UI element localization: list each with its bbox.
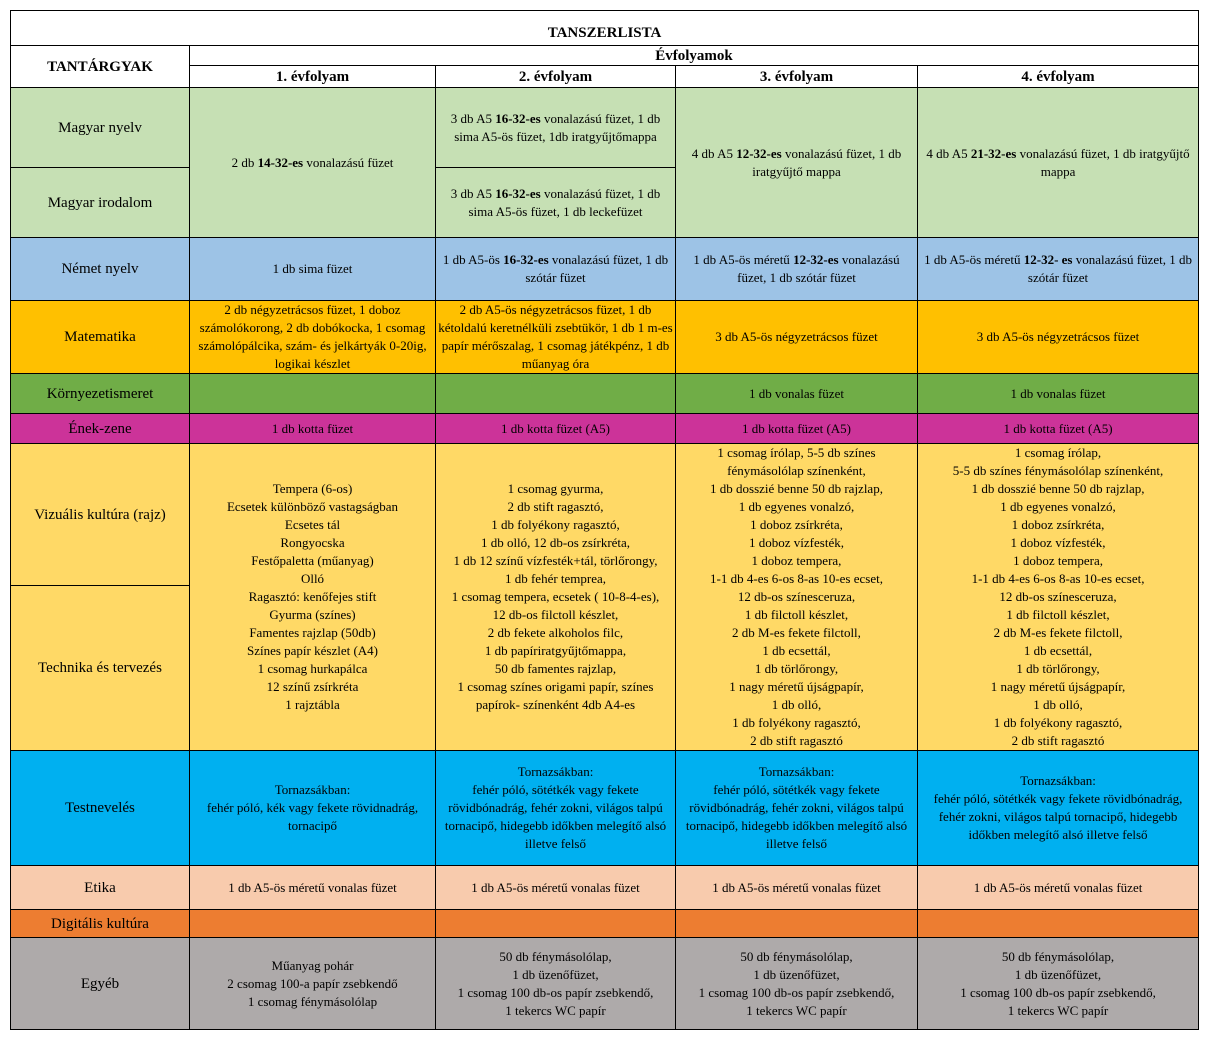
- nemet-grade-2: 1 db A5-ös 16-32-es vonalazású füzet, 1 db szótár füzet: [436, 238, 676, 301]
- list-item: 2 db fekete alkoholos filc,: [487, 625, 624, 640]
- list-item: Ragasztó: kenőfejes stift: [248, 589, 377, 604]
- list-item: 50 db fénymásolólap,: [499, 948, 612, 964]
- nemet-grade-1: 1 db sima füzet: [190, 238, 436, 301]
- list-item: 1 nagy méretű újságpapír,: [729, 679, 864, 694]
- grade-2-header: 2. évfolyam: [436, 66, 676, 88]
- matematika-grade-1: 2 db négyzetrácsos füzet, 1 doboz számolókorong, 2 db dobókocka, 1 csomag számolópálcika, szám- és jelkártyák 0-20ig, logikai készlet: [190, 301, 436, 374]
- nemet-grade-4: 1 db A5-ös méretű 12-32- es vonalazású füzet, 1 db szótár füzet: [918, 238, 1199, 301]
- list-item: 50 db famentes rajzlap,: [494, 661, 617, 676]
- subject-digitalis: Digitális kultúra: [11, 910, 190, 938]
- list-item: 1 nagy méretű újságpapír,: [990, 679, 1126, 694]
- magyar-grade-1: 2 db 14-32-es vonalazású füzet: [190, 88, 436, 238]
- vizualis-grade-1: [190, 444, 436, 751]
- list-item: 1 db üzenőfüzet,: [1014, 966, 1102, 982]
- vizualis-grade-4: [918, 444, 1199, 751]
- magyar-grade-4: 4 db A5 21-32-es vonalazású füzet, 1 db iratgyűjtő mappa: [918, 88, 1199, 238]
- subject-matematika: Matematika: [11, 301, 190, 374]
- list-item: 12 db-os színesceruza,: [999, 589, 1117, 604]
- matematika-grade-4: 3 db A5-ös négyzetrácsos füzet: [918, 301, 1199, 374]
- list-item: 1 db papíriratgyűjtőmappa,: [484, 643, 627, 658]
- list-item: 2 db M-es fekete filctoll,: [732, 625, 861, 640]
- list-item: 1 doboz vízfesték,: [749, 535, 844, 550]
- subject-enek: Ének-zene: [11, 414, 190, 444]
- nemet-grade-3: 1 db A5-ös méretű 12-32-es vonalazású füzet, 1 db szótár füzet: [676, 238, 918, 301]
- list-item: 1 doboz zsírkréta,: [1011, 517, 1105, 532]
- list-item: 1 db olló,: [771, 697, 822, 712]
- list-item: 1 doboz tempera,: [1013, 553, 1103, 568]
- list-item: 1 db üzenőfüzet,: [753, 966, 840, 982]
- subject-etika: Etika: [11, 866, 190, 910]
- list-item: 1 csomag írólap, 5-5 db színes: [717, 445, 876, 460]
- list-item: 1 doboz tempera,: [751, 553, 842, 568]
- list-item: 12 színű zsírkréta: [266, 679, 359, 694]
- list-item: 1 db ecsettál,: [762, 643, 831, 658]
- vizualis-grade-2: [436, 444, 676, 751]
- list-item: 1 db dosszié benne 50 db rajzlap,: [710, 481, 883, 496]
- list-item: Famentes rajzlap (50db): [249, 625, 376, 640]
- subject-egyeb: Egyéb: [11, 938, 190, 1030]
- list-item: 1 db törlőrongy,: [1016, 661, 1100, 676]
- grade-4-header: 4. évfolyam: [918, 66, 1199, 88]
- list-item: Olló: [300, 571, 325, 586]
- kornyezet-grade-1: [190, 374, 436, 414]
- list-item: 1 doboz vízfesték,: [1010, 535, 1106, 550]
- list-item: 5-5 db színes fénymásolólap színenként,: [952, 463, 1164, 478]
- list-item: 1 db folyékony ragasztó,: [491, 517, 620, 532]
- list-item: 50 db fénymásolólap,: [1001, 948, 1115, 964]
- subject-magyar-nyelv: Magyar nyelv: [11, 88, 190, 168]
- grade-3-header: 3. évfolyam: [676, 66, 918, 88]
- digitalis-grade-3: [676, 910, 918, 938]
- list-item: 1 csomag 100 db-os papír zsebkendő,: [457, 984, 654, 1000]
- grade-1-header: 1. évfolyam: [190, 66, 436, 88]
- magyar-irodalom-grade-2: 3 db A5 16-32-es vonalazású füzet, 1 db sima A5-ös füzet, 1 db leckefüzet: [436, 168, 676, 238]
- list-item: 1 db fehér temprea,: [504, 571, 607, 586]
- enek-grade-4: 1 db kotta füzet (A5): [918, 414, 1199, 444]
- list-item: 12 db-os színesceruza,: [737, 589, 856, 604]
- enek-grade-1: 1 db kotta füzet: [190, 414, 436, 444]
- magyar-nyelv-grade-2: 3 db A5 16-32-es vonalazású füzet, 1 db sima A5-ös füzet, 1db iratgyűjtőmappa: [436, 88, 676, 168]
- list-item: 1 db olló,: [1033, 697, 1083, 712]
- list-item: 1 db filctoll készlet,: [744, 607, 849, 622]
- matematika-grade-3: 3 db A5-ös négyzetrácsos füzet: [676, 301, 918, 374]
- egyeb-grade-4: [918, 938, 1199, 1030]
- list-item: Rongyocska: [280, 535, 345, 550]
- list-item: Gyurma (színes): [269, 607, 356, 622]
- egyeb-grade-1: [190, 938, 436, 1030]
- matematika-grade-2: 2 db A5-ös négyzetrácsos füzet, 1 db kétoldalú keretnélküli zsebtükör, 1 db 1 m-es papír mérőszalag, 1 csomag játékpénz, 1 db műanyag óra: [436, 301, 676, 374]
- digitalis-grade-4: [918, 910, 1199, 938]
- testneveles-grade-3: Tornazsákban: fehér póló, sötétkék vagy fekete rövidbónadrág, fehér zokni, világos talpú tornacipő, hidegebb időkben melegítő alsó illetve felső: [676, 751, 918, 866]
- list-item: 1 csomag írólap,: [1014, 445, 1102, 460]
- list-item: papírok- színenként 4db A4-es: [475, 697, 636, 712]
- list-item: 1 db dosszié benne 50 db rajzlap,: [971, 481, 1145, 496]
- list-item: 1 csomag hurkapálca: [257, 661, 368, 676]
- list-item: 2 csomag 100-a papír zsebkendő: [227, 975, 398, 991]
- list-item: 1 db folyékony ragasztó,: [993, 715, 1123, 730]
- list-item: 1 csomag 100 db-os papír zsebkendő,: [960, 984, 1156, 1000]
- subjects-header: TANTÁRGYAK: [11, 46, 190, 88]
- table-title: TANSZERLISTA: [11, 11, 1199, 46]
- list-item: 1 tekercs WC papír: [505, 1002, 606, 1018]
- list-item: 1 tekercs WC papír: [746, 1002, 847, 1018]
- testneveles-grade-2: Tornazsákban: fehér póló, sötétkék vagy fekete rövidbónadrág, fehér zokni, világos talpú tornacipő, hidegebb időkben melegítő alsó illetve felső: [436, 751, 676, 866]
- etika-grade-4: 1 db A5-ös méretű vonalas füzet: [918, 866, 1199, 910]
- list-item: Műanyag pohár: [271, 957, 354, 973]
- list-item: 2 db stift ragasztó: [750, 733, 843, 748]
- list-item: 2 db stift ragasztó: [1011, 733, 1105, 748]
- list-item: fénymásolólap színenként,: [727, 463, 866, 478]
- grades-header: Évfolyamok: [190, 46, 1199, 66]
- subject-nemet: Német nyelv: [11, 238, 190, 301]
- egyeb-grade-3: [676, 938, 918, 1030]
- subject-technika: Technika és tervezés: [11, 586, 190, 751]
- list-item: Festőpaletta (műanyag): [251, 553, 374, 568]
- list-item: 1 csomag fénymásolólap: [247, 993, 378, 1009]
- list-item: 1 db olló, 12 db-os zsírkréta,: [480, 535, 631, 550]
- list-item: 1 csomag gyurma,: [507, 481, 604, 496]
- list-item: 1 db folyékony ragasztó,: [732, 715, 861, 730]
- list-item: 1-1 db 4-es 6-os 8-as 10-es ecset,: [710, 571, 883, 586]
- digitalis-grade-1: [190, 910, 436, 938]
- list-item: Ecsetek különböző vastagságban: [226, 499, 399, 514]
- etika-grade-3: 1 db A5-ös méretű vonalas füzet: [676, 866, 918, 910]
- list-item: 1 db egyenes vonalzó,: [1000, 499, 1116, 514]
- vizualis-grade-3: [676, 444, 918, 751]
- list-item: 1 db törlőrongy,: [754, 661, 839, 676]
- list-item: 1 csomag színes origami papír, színes: [457, 679, 654, 694]
- list-item: 1-1 db 4-es 6-os 8-as 10-es ecset,: [971, 571, 1145, 586]
- subject-kornyezet: Környezetismeret: [11, 374, 190, 414]
- list-item: 1 db üzenőfüzet,: [512, 966, 599, 982]
- list-item: 1 db egyenes vonalzó,: [738, 499, 855, 514]
- testneveles-grade-4: Tornazsákban: fehér póló, sötétkék vagy fekete rövidbónadrág, fehér zokni, világos talpú tornacipő, hidegebb időkben melegítő alsó illetve felső: [918, 751, 1199, 866]
- list-item: 2 db stift ragasztó,: [507, 499, 604, 514]
- etika-grade-2: 1 db A5-ös méretű vonalas füzet: [436, 866, 676, 910]
- enek-grade-2: 1 db kotta füzet (A5): [436, 414, 676, 444]
- digitalis-grade-2: [436, 910, 676, 938]
- list-item: 1 db filctoll készlet,: [1006, 607, 1110, 622]
- subject-testneveles: Testnevelés: [11, 751, 190, 866]
- subject-vizualis: Vizuális kultúra (rajz): [11, 444, 190, 586]
- kornyezet-grade-3: 1 db vonalas füzet: [676, 374, 918, 414]
- list-item: 1 rajztábla: [285, 697, 340, 712]
- list-item: 1 db 12 színű vízfesték+tál, törlőrongy,: [453, 553, 658, 568]
- subject-magyar-irodalom: Magyar irodalom: [11, 168, 190, 238]
- egyeb-grade-2: [436, 938, 676, 1030]
- enek-grade-3: 1 db kotta füzet (A5): [676, 414, 918, 444]
- list-item: 1 csomag 100 db-os papír zsebkendő,: [698, 984, 895, 1000]
- kornyezet-grade-2: [436, 374, 676, 414]
- list-item: 12 db-os filctoll készlet,: [492, 607, 619, 622]
- list-item: 1 doboz zsírkréta,: [750, 517, 843, 532]
- list-item: 50 db fénymásolólap,: [740, 948, 853, 964]
- list-item: Tempera (6-os): [272, 481, 353, 496]
- supply-list-table: [10, 10, 1199, 1030]
- list-item: Színes papír készlet (A4): [246, 643, 379, 658]
- list-item: Ecsetes tál: [284, 517, 341, 532]
- list-item: 1 csomag tempera, ecsetek ( 10-8-4-es),: [451, 589, 660, 604]
- etika-grade-1: 1 db A5-ös méretű vonalas füzet: [190, 866, 436, 910]
- list-item: 1 db ecsettál,: [1023, 643, 1093, 658]
- list-item: 2 db M-es fekete filctoll,: [993, 625, 1123, 640]
- testneveles-grade-1: Tornazsákban: fehér póló, kék vagy fekete rövidnadrág, tornacipő: [190, 751, 436, 866]
- list-item: 1 tekercs WC papír: [1007, 1002, 1109, 1018]
- magyar-grade-3: 4 db A5 12-32-es vonalazású füzet, 1 db iratgyűjtő mappa: [676, 88, 918, 238]
- kornyezet-grade-4: 1 db vonalas füzet: [918, 374, 1199, 414]
